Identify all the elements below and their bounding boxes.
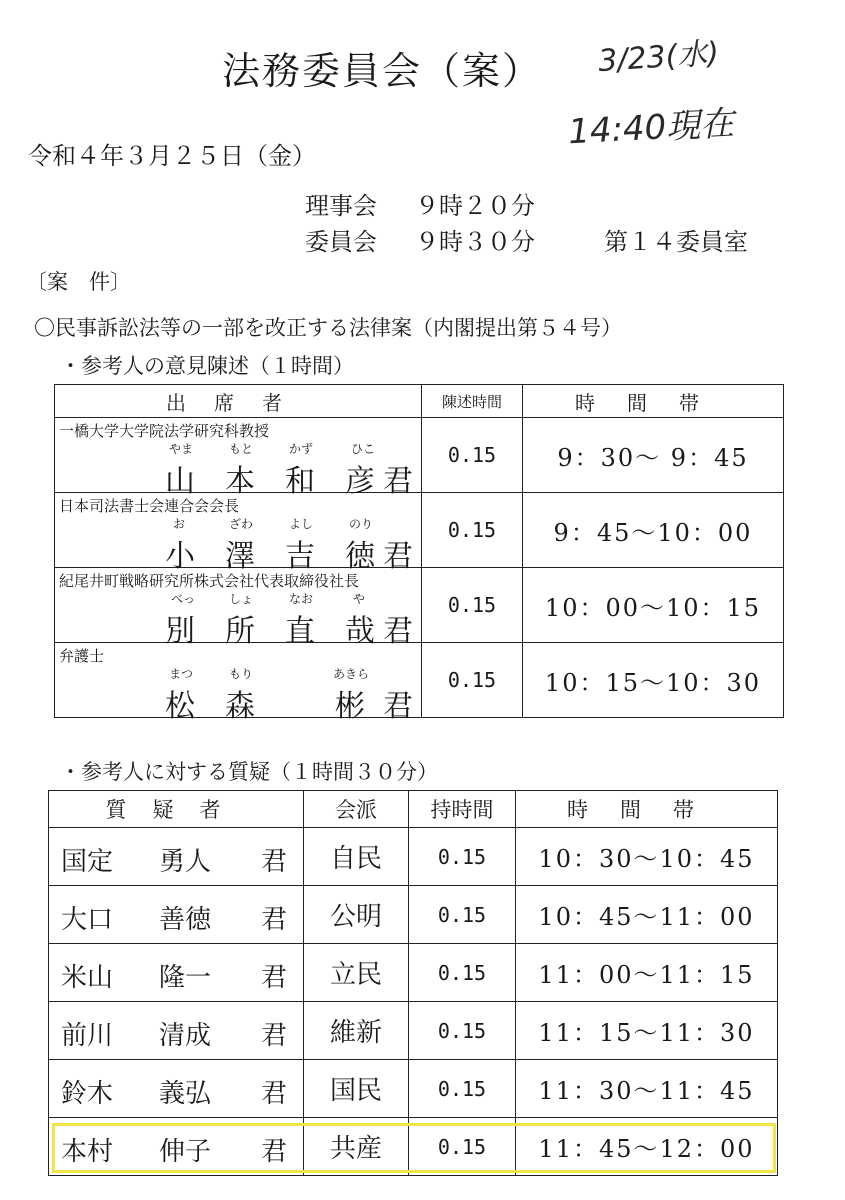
time-slot-cell: 10：15～10：30: [523, 643, 784, 718]
schedule-time: ９時３０分: [415, 228, 535, 256]
name-honorific: 君: [383, 464, 413, 499]
table-row: [49, 1002, 778, 1060]
name-char: 彦: [345, 464, 375, 499]
family-name: 本村: [61, 1137, 114, 1167]
questioner-cell: [49, 1002, 304, 1060]
witness-table: [54, 384, 784, 724]
section-heading: ・参考人の意見陳述（１時間）: [60, 354, 354, 378]
name-ruby: もと: [229, 442, 254, 456]
document-title: 法務委員会（案）: [222, 49, 543, 93]
questioner-cell: [49, 828, 304, 886]
column-header: 持時間: [409, 791, 516, 828]
name-ruby: ざわ: [229, 517, 254, 531]
duration-cell: 0.15: [409, 1002, 516, 1060]
given-name: 義弘: [159, 1079, 212, 1109]
name-char: 吉: [285, 539, 315, 574]
given-name: 勇人: [159, 847, 212, 877]
witness-cell: [55, 493, 422, 574]
column-header: 時間帯: [523, 385, 784, 418]
name-ruby: のり: [349, 517, 374, 531]
name-ruby: あきら: [333, 667, 370, 681]
name-char: 澤: [225, 539, 255, 574]
schedule-time: ９時２０分: [415, 192, 535, 220]
table-row-highlighted: [49, 1118, 778, 1176]
schedule-room: 第１４委員室: [604, 228, 748, 256]
family-name: 大口: [61, 905, 114, 935]
schedule-name: 委員会: [305, 228, 377, 256]
table-row: [55, 418, 784, 493]
name-ruby: お: [173, 517, 186, 531]
bill-title: 〇民事訴訟法等の一部を改正する法律案（内閣提出第５４号）: [34, 316, 622, 340]
name-honorific: 君: [261, 905, 288, 935]
handwritten-time-note: 14:40現在: [567, 103, 736, 153]
table-row: [49, 886, 778, 944]
questioner-cell: [49, 1118, 304, 1176]
party-cell: 立民: [304, 944, 409, 1002]
name-honorific: 君: [261, 847, 288, 877]
duration-cell: 0.15: [409, 886, 516, 944]
family-name: 米山: [61, 963, 114, 993]
witness-affiliation: 弁護士: [59, 647, 105, 665]
name-ruby: やま: [169, 442, 194, 456]
given-name: 伸子: [159, 1137, 212, 1167]
name-honorific: 君: [261, 1021, 288, 1051]
name-ruby: なお: [289, 592, 314, 606]
column-header: 陳述時間: [422, 385, 523, 418]
name-honorific: 君: [383, 539, 413, 574]
given-name: 清成: [159, 1021, 212, 1051]
family-name: 前川: [61, 1021, 114, 1051]
duration-cell: 0.15: [422, 418, 523, 493]
duration-cell: 0.15: [409, 1118, 516, 1176]
name-char: 所: [225, 614, 255, 649]
name-char: 山: [165, 464, 195, 499]
handwritten-date-note: 3/23(水): [597, 35, 721, 80]
name-honorific: 君: [261, 1079, 288, 1109]
questioner-cell: [49, 1060, 304, 1118]
name-char: 森: [225, 689, 255, 724]
name-ruby: よし: [289, 517, 314, 531]
witness-cell: [55, 418, 422, 499]
name-char: 松: [165, 689, 195, 724]
table-header-row: [55, 385, 784, 418]
name-ruby: もり: [229, 667, 254, 681]
table-row: [49, 944, 778, 1002]
name-honorific: 君: [383, 689, 413, 724]
name-ruby: しょ: [229, 592, 254, 606]
time-slot-cell: 10：30～10：45: [516, 828, 778, 886]
column-header: 時間帯: [516, 791, 778, 828]
duration-cell: 0.15: [422, 493, 523, 568]
table-row: [55, 643, 784, 718]
party-cell: 共産: [304, 1118, 409, 1176]
name-char: 別: [165, 614, 195, 649]
questioner-cell: [49, 944, 304, 1002]
duration-cell: 0.15: [422, 568, 523, 643]
column-header: 出席者: [55, 385, 422, 418]
table-row: [49, 1060, 778, 1118]
questioner-table: [48, 790, 778, 1176]
table-row: [55, 568, 784, 643]
name-honorific: 君: [261, 1137, 288, 1167]
table-row: [49, 828, 778, 886]
name-char: 徳: [345, 539, 375, 574]
family-name: 国定: [61, 847, 114, 877]
time-slot-cell: 11：15～11：30: [516, 1002, 778, 1060]
duration-cell: 0.15: [409, 1060, 516, 1118]
duration-cell: 0.15: [409, 944, 516, 1002]
table-header-row: [49, 791, 778, 828]
time-slot-cell: 10：00～10：15: [523, 568, 784, 643]
time-slot-cell: 11：30～11：45: [516, 1060, 778, 1118]
agenda-heading: 〔案 件〕: [26, 270, 131, 294]
name-ruby: や: [353, 592, 366, 606]
given-name: 隆一: [159, 963, 212, 993]
witness-affiliation: 紀尾井町戦略研究所株式会社代表取締役社長: [59, 572, 360, 590]
witness-affiliation: 日本司法書士会連合会会長: [59, 497, 240, 515]
time-slot-cell: 9：30～ 9：45: [523, 418, 784, 493]
name-char: 直: [285, 614, 315, 649]
given-name: 善徳: [159, 905, 212, 935]
party-cell: 国民: [304, 1060, 409, 1118]
name-ruby: ひこ: [351, 442, 376, 456]
name-honorific: 君: [261, 963, 288, 993]
name-ruby: べっ: [171, 592, 196, 606]
party-cell: 維新: [304, 1002, 409, 1060]
name-char: 彬: [335, 689, 365, 724]
name-honorific: 君: [383, 614, 413, 649]
time-slot-cell: 9：45～10：00: [523, 493, 784, 568]
column-header: 会派: [304, 791, 409, 828]
duration-cell: 0.15: [422, 643, 523, 718]
witness-cell: [55, 568, 422, 649]
name-char: 小: [165, 539, 195, 574]
name-ruby: まつ: [169, 667, 194, 681]
name-ruby: かず: [289, 442, 314, 456]
column-header: 質疑者: [49, 791, 304, 828]
party-cell: 自民: [304, 828, 409, 886]
meeting-date: 令和４年３月２５日（金）: [28, 142, 316, 170]
time-slot-cell: 11：00～11：15: [516, 944, 778, 1002]
family-name: 鈴木: [61, 1079, 114, 1109]
name-char: 本: [225, 464, 255, 499]
party-cell: 公明: [304, 886, 409, 944]
schedule-name: 理事会: [305, 192, 377, 220]
witness-cell: [55, 643, 422, 724]
duration-cell: 0.15: [409, 828, 516, 886]
name-char: 和: [285, 464, 315, 499]
table-row: [55, 493, 784, 568]
section-heading: ・参考人に対する質疑（１時間３０分）: [60, 760, 438, 784]
name-char: 哉: [345, 614, 375, 649]
witness-affiliation: 一橋大学大学院法学研究科教授: [59, 422, 270, 440]
questioner-cell: [49, 886, 304, 944]
time-slot-cell: 10：45～11：00: [516, 886, 778, 944]
time-slot-cell: 11：45～12：00: [516, 1118, 778, 1176]
